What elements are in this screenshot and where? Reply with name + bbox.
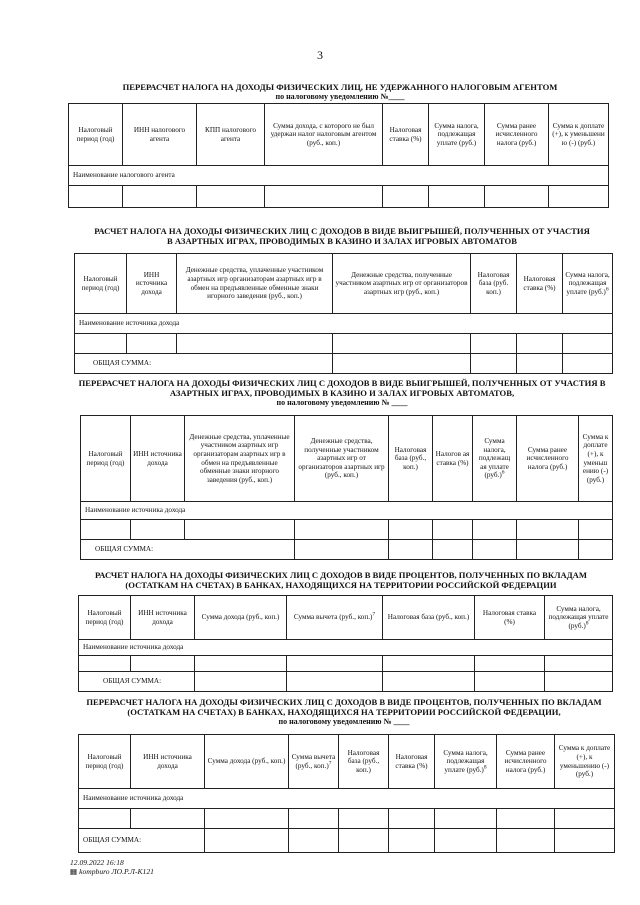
s5-header-prev-tax: Сумма ранее исчисленного налога (руб.) — [497, 735, 555, 789]
s2-total-cell[interactable] — [563, 354, 613, 374]
s4-input-cell[interactable] — [131, 656, 195, 672]
s4-name-label: Наименование источника дохода — [79, 640, 613, 656]
s2-input-cell[interactable] — [333, 334, 471, 354]
s4-total-cell[interactable] — [383, 672, 475, 692]
s2-header-tax — [563, 254, 613, 314]
s2-header-base: Налоговая база (руб. коп.) — [471, 254, 517, 314]
s3-input-cell[interactable] — [473, 520, 517, 540]
s4-footnote-8: 8 — [585, 620, 589, 627]
s4-header-base: Налоговая база (руб., коп.) — [383, 596, 475, 640]
section-1-table — [68, 103, 609, 208]
s2-total-cell[interactable] — [333, 354, 471, 374]
section-3-table — [80, 415, 613, 560]
s1-name-label: Наименование налогового агента — [69, 166, 609, 186]
s1-input-cell[interactable] — [123, 186, 197, 208]
section-1-title-text: ПЕРЕРАСЧЕТ НАЛОГА НА ДОХОДЫ ФИЗИЧЕСКИХ ЛИЦ, НЕ УДЕРЖАННОГО НАЛОГОВЫМ АГЕНТОМ — [122, 82, 558, 92]
s4-footnote-7: 7 — [372, 611, 376, 618]
s4-input-cell[interactable] — [195, 656, 287, 672]
s5-input-cell[interactable] — [339, 809, 389, 829]
s2-header-paid: Денежные средства, уплаченные участником азартных игр организаторам азартных игр в обмен на предъявленные обменные знаки игорного заведения (руб., коп.) — [177, 254, 333, 314]
s2-input-cell[interactable] — [471, 334, 517, 354]
s2-header-tax-text: Сумма налога, подлежащая уплате (руб.) — [565, 270, 610, 296]
s2-header-received: Денежные средства, полученные участником азартных игр от организаторов азартных игр (руб., коп.) — [333, 254, 471, 314]
s3-header-base: Налоговая база (руб., коп.) — [389, 416, 433, 502]
s5-header-diff: Сумма к доплате (+), к уменьшению (-) (руб.) — [555, 735, 615, 789]
section-3-subtitle: по налоговому уведомлению № ____ — [276, 398, 408, 407]
s4-total-cell[interactable] — [195, 672, 287, 692]
s3-total-cell[interactable] — [473, 540, 517, 560]
s2-total-cell[interactable] — [471, 354, 517, 374]
section-3-title-text: ПЕРЕРАСЧЕТ НАЛОГА НА ДОХОДЫ ФИЗИЧЕСКИХ ЛИЦ С ДОХОДОВ В ВИДЕ ВЫИГРЫШЕЙ, ПОЛУЧЕННЫХ ОТ УЧАСТИЯ В АЗАРТНЫХ ИГРАХ, ПРОВОДИМЫХ В КАЗИНО И ЗАЛАХ ИГРОВЫХ АВТОМАТОВ, — [78, 378, 606, 398]
section-4-table — [78, 595, 613, 692]
s2-name-label: Наименование источника дохода — [75, 314, 613, 334]
section-2-title — [92, 226, 592, 246]
s1-header-period: Налоговый период (год) — [69, 104, 123, 166]
s4-input-cell[interactable] — [475, 656, 545, 672]
footer-datetime: 12.09.2022 16:18 — [70, 858, 124, 867]
s5-header-inn: ИНН источника дохода — [131, 735, 205, 789]
s5-total-cell[interactable] — [435, 829, 497, 853]
s4-header-tax — [545, 596, 613, 640]
s5-input-cell[interactable] — [131, 809, 205, 829]
s5-total-cell[interactable] — [205, 829, 289, 853]
s3-input-cell[interactable] — [579, 520, 613, 540]
s5-header-tax — [435, 735, 497, 789]
s4-total-cell[interactable] — [287, 672, 383, 692]
s4-header-inn: ИНН источника дохода — [131, 596, 195, 640]
s3-header-diff: Сумма к доплате (+), к уменьш ению (-) (руб.) — [579, 416, 613, 502]
s5-header-rate: Налоговая ставка (%) — [389, 735, 435, 789]
page-number: 3 — [317, 48, 323, 62]
section-1-subtitle: по налоговому уведомлению №____ — [275, 92, 405, 101]
s3-header-inn: ИНН источника дохода — [131, 416, 185, 502]
s5-header-base: Налоговая база (руб., коп.) — [339, 735, 389, 789]
s2-input-cell[interactable] — [563, 334, 613, 354]
s1-input-cell[interactable] — [197, 186, 265, 208]
s4-total-cell[interactable] — [545, 672, 613, 692]
s5-total-cell[interactable] — [497, 829, 555, 853]
s3-header-paid: Денежные средства, уплаченные участником азартных игр организаторам азартных игр в обмен на предъявленные обменные знаки игорного заведения (руб., коп.) — [185, 416, 295, 502]
s3-name-label: Наименование источника дохода — [81, 502, 613, 520]
s5-total-cell[interactable] — [389, 829, 435, 853]
s4-input-cell[interactable] — [383, 656, 475, 672]
s1-header-kpp: КПП налогового агента — [197, 104, 265, 166]
s3-header-received: Денежные средства, полученные участником азартных игр от организаторов азартных игр (руб., коп.) — [295, 416, 389, 502]
s5-footnote-7: 7 — [328, 760, 332, 767]
s5-input-cell[interactable] — [289, 809, 339, 829]
s3-total-cell[interactable] — [579, 540, 613, 560]
s4-header-deduction — [287, 596, 383, 640]
s4-header-tax-text: Сумма налога, подлежащая уплате (руб.) — [548, 604, 609, 630]
s2-input-cell[interactable] — [177, 334, 333, 354]
s5-input-cell[interactable] — [205, 809, 289, 829]
s3-total-label: ОБЩАЯ СУММА: — [81, 540, 295, 560]
s2-footnote: 6 — [605, 286, 609, 293]
s3-input-cell[interactable] — [295, 520, 389, 540]
s1-input-cell[interactable] — [429, 186, 485, 208]
s3-header-period: Налоговый период (год) — [81, 416, 131, 502]
s4-input-cell[interactable] — [287, 656, 383, 672]
s1-input-cell[interactable] — [265, 186, 383, 208]
section-5-table — [78, 734, 615, 853]
s5-input-cell[interactable] — [497, 809, 555, 829]
s3-input-cell[interactable] — [185, 520, 295, 540]
s2-header-rate: Налоговая ставка (%) — [517, 254, 563, 314]
s1-header-income: Сумма дохода, с которого не был удержан налог налоговым агентом (руб., коп.) — [265, 104, 383, 166]
print-icon: ▦ — [70, 867, 78, 876]
s5-total-cell[interactable] — [289, 829, 339, 853]
s5-input-cell[interactable] — [79, 809, 131, 829]
s3-header-tax-text: Сумма налога, подлежащ ая уплате (руб.) — [478, 437, 511, 480]
s3-input-cell[interactable] — [389, 520, 433, 540]
s4-total-cell[interactable] — [475, 672, 545, 692]
s3-total-cell[interactable] — [295, 540, 389, 560]
section-5-title — [80, 697, 608, 727]
section-1-title — [110, 82, 570, 102]
s5-name-label: Наименование источника дохода — [79, 789, 615, 809]
section-2-table — [74, 253, 613, 374]
section-5-title-text: ПЕРЕРАСЧЕТ НАЛОГА НА ДОХОДЫ ФИЗИЧЕСКИХ ЛИЦ С ДОХОДОВ В ВИДЕ ПРОЦЕНТОВ, ПОЛУЧЕННЫХ ПО ВКЛАДАМ (ОСТАТКАМ НА СЧЕТАХ) В БАНКАХ, НАХОДЯЩИХСЯ НА ТЕРРИТОРИИ РОССИЙСКОЙ ФЕДЕРАЦИИ, — [86, 697, 602, 717]
section-5-subtitle: по налоговому уведомлению № ____ — [278, 717, 410, 726]
s5-total-label: ОБЩАЯ СУММА: — [79, 829, 205, 853]
s5-header-tax-text: Сумма налога, подлежащая уплате (руб.) — [443, 748, 488, 774]
s4-input-cell[interactable] — [545, 656, 613, 672]
s5-input-cell[interactable] — [555, 809, 615, 829]
s3-header-tax — [473, 416, 517, 502]
s5-footnote-8: 8 — [483, 764, 487, 771]
s4-total-label: ОБЩАЯ СУММА: — [79, 672, 195, 692]
s4-header-period: Налоговый период (год) — [79, 596, 131, 640]
s4-header-rate: Налоговая ставка (%) — [475, 596, 545, 640]
s3-total-cell[interactable] — [433, 540, 473, 560]
s2-total-cell[interactable] — [517, 354, 563, 374]
s5-header-period: Налоговый период (год) — [79, 735, 131, 789]
s3-header-prev-tax: Сумма ранее исчисленного налога (руб.) — [517, 416, 579, 502]
s4-input-cell[interactable] — [79, 656, 131, 672]
footer-code: kompburo ЛО.Р.Л-К121 — [79, 867, 154, 876]
s3-input-cell[interactable] — [517, 520, 579, 540]
s5-total-cell[interactable] — [339, 829, 389, 853]
s3-input-cell[interactable] — [131, 520, 185, 540]
footer-code-row — [70, 867, 154, 876]
s3-total-cell[interactable] — [517, 540, 579, 560]
s3-input-cell[interactable] — [433, 520, 473, 540]
s3-header-rate: Налогов ая ставка (%) — [433, 416, 473, 502]
s4-header-deduction-text: Сумма вычета (руб., коп.) — [293, 613, 373, 622]
s3-input-cell[interactable] — [81, 520, 131, 540]
s5-input-cell[interactable] — [435, 809, 497, 829]
s2-header-inn: ИНН источника дохода — [127, 254, 177, 314]
s3-total-cell[interactable] — [389, 540, 433, 560]
section-4-title-text: РАСЧЕТ НАЛОГА НА ДОХОДЫ ФИЗИЧЕСКИХ ЛИЦ С ДОХОДОВ В ВИДЕ ПРОЦЕНТОВ, ПОЛУЧЕННЫХ ПО ВКЛАДАМ (ОСТАТКАМ НА СЧЕТАХ) В БАНКАХ, НАХОДЯЩИХСЯ НА ТЕРРИТОРИИ РОССИЙСКОЙ ФЕДЕРАЦИИ — [95, 570, 587, 590]
s2-header-period: Налоговый период (год) — [75, 254, 127, 314]
s2-input-cell[interactable] — [127, 334, 177, 354]
s5-header-deduction-text: Сумма вычета (руб., коп.) — [291, 752, 336, 770]
s5-total-cell[interactable] — [555, 829, 615, 853]
s1-input-cell[interactable] — [383, 186, 429, 208]
s1-header-prev-tax: Сумма ранее исчисленного налога (руб.) — [485, 104, 549, 166]
s5-header-deduction — [289, 735, 339, 789]
s1-header-inn: ИНН налогового агента — [123, 104, 197, 166]
s1-input-cell[interactable] — [485, 186, 549, 208]
s1-header-diff: Сумма к доплате (+), к уменьшени ю (-) (руб.) — [549, 104, 609, 166]
s1-input-cell[interactable] — [549, 186, 609, 208]
s2-total-label: ОБЩАЯ СУММА: — [75, 354, 333, 374]
s1-header-rate: Налоговая ставка (%) — [383, 104, 429, 166]
s1-input-cell[interactable] — [69, 186, 123, 208]
s2-input-cell[interactable] — [517, 334, 563, 354]
s1-header-tax: Сумма налога, подлежащая уплате (руб.) — [429, 104, 485, 166]
s5-input-cell[interactable] — [389, 809, 435, 829]
s2-input-cell[interactable] — [75, 334, 127, 354]
section-4-title — [86, 570, 596, 590]
section-2-title-text: РАСЧЕТ НАЛОГА НА ДОХОДЫ ФИЗИЧЕСКИХ ЛИЦ С ДОХОДОВ В ВИДЕ ВЫИГРЫШЕЙ, ПОЛУЧЕННЫХ ОТ УЧАСТИЯ В АЗАРТНЫХ ИГРАХ, ПРОВОДИМЫХ В КАЗИНО И ЗАЛАХ ИГРОВЫХ АВТОМАТОВ — [94, 226, 590, 246]
s5-header-income: Сумма дохода (руб., коп.) — [205, 735, 289, 789]
section-3-title — [72, 378, 612, 408]
s3-footnote: 6 — [501, 470, 505, 476]
s4-header-income: Сумма дохода (руб., коп.) — [195, 596, 287, 640]
